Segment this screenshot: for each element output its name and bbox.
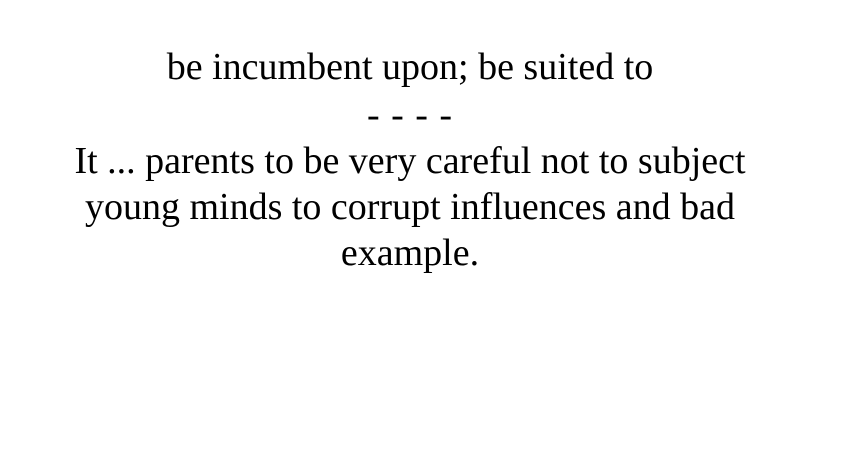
separator: - - - -: [366, 94, 454, 136]
example-sentence: It ... parents to be very careful not to subject young minds to corrupt influences and bad example.: [74, 140, 746, 274]
definition-text: be incumbent upon; be suited to: [166, 46, 654, 88]
